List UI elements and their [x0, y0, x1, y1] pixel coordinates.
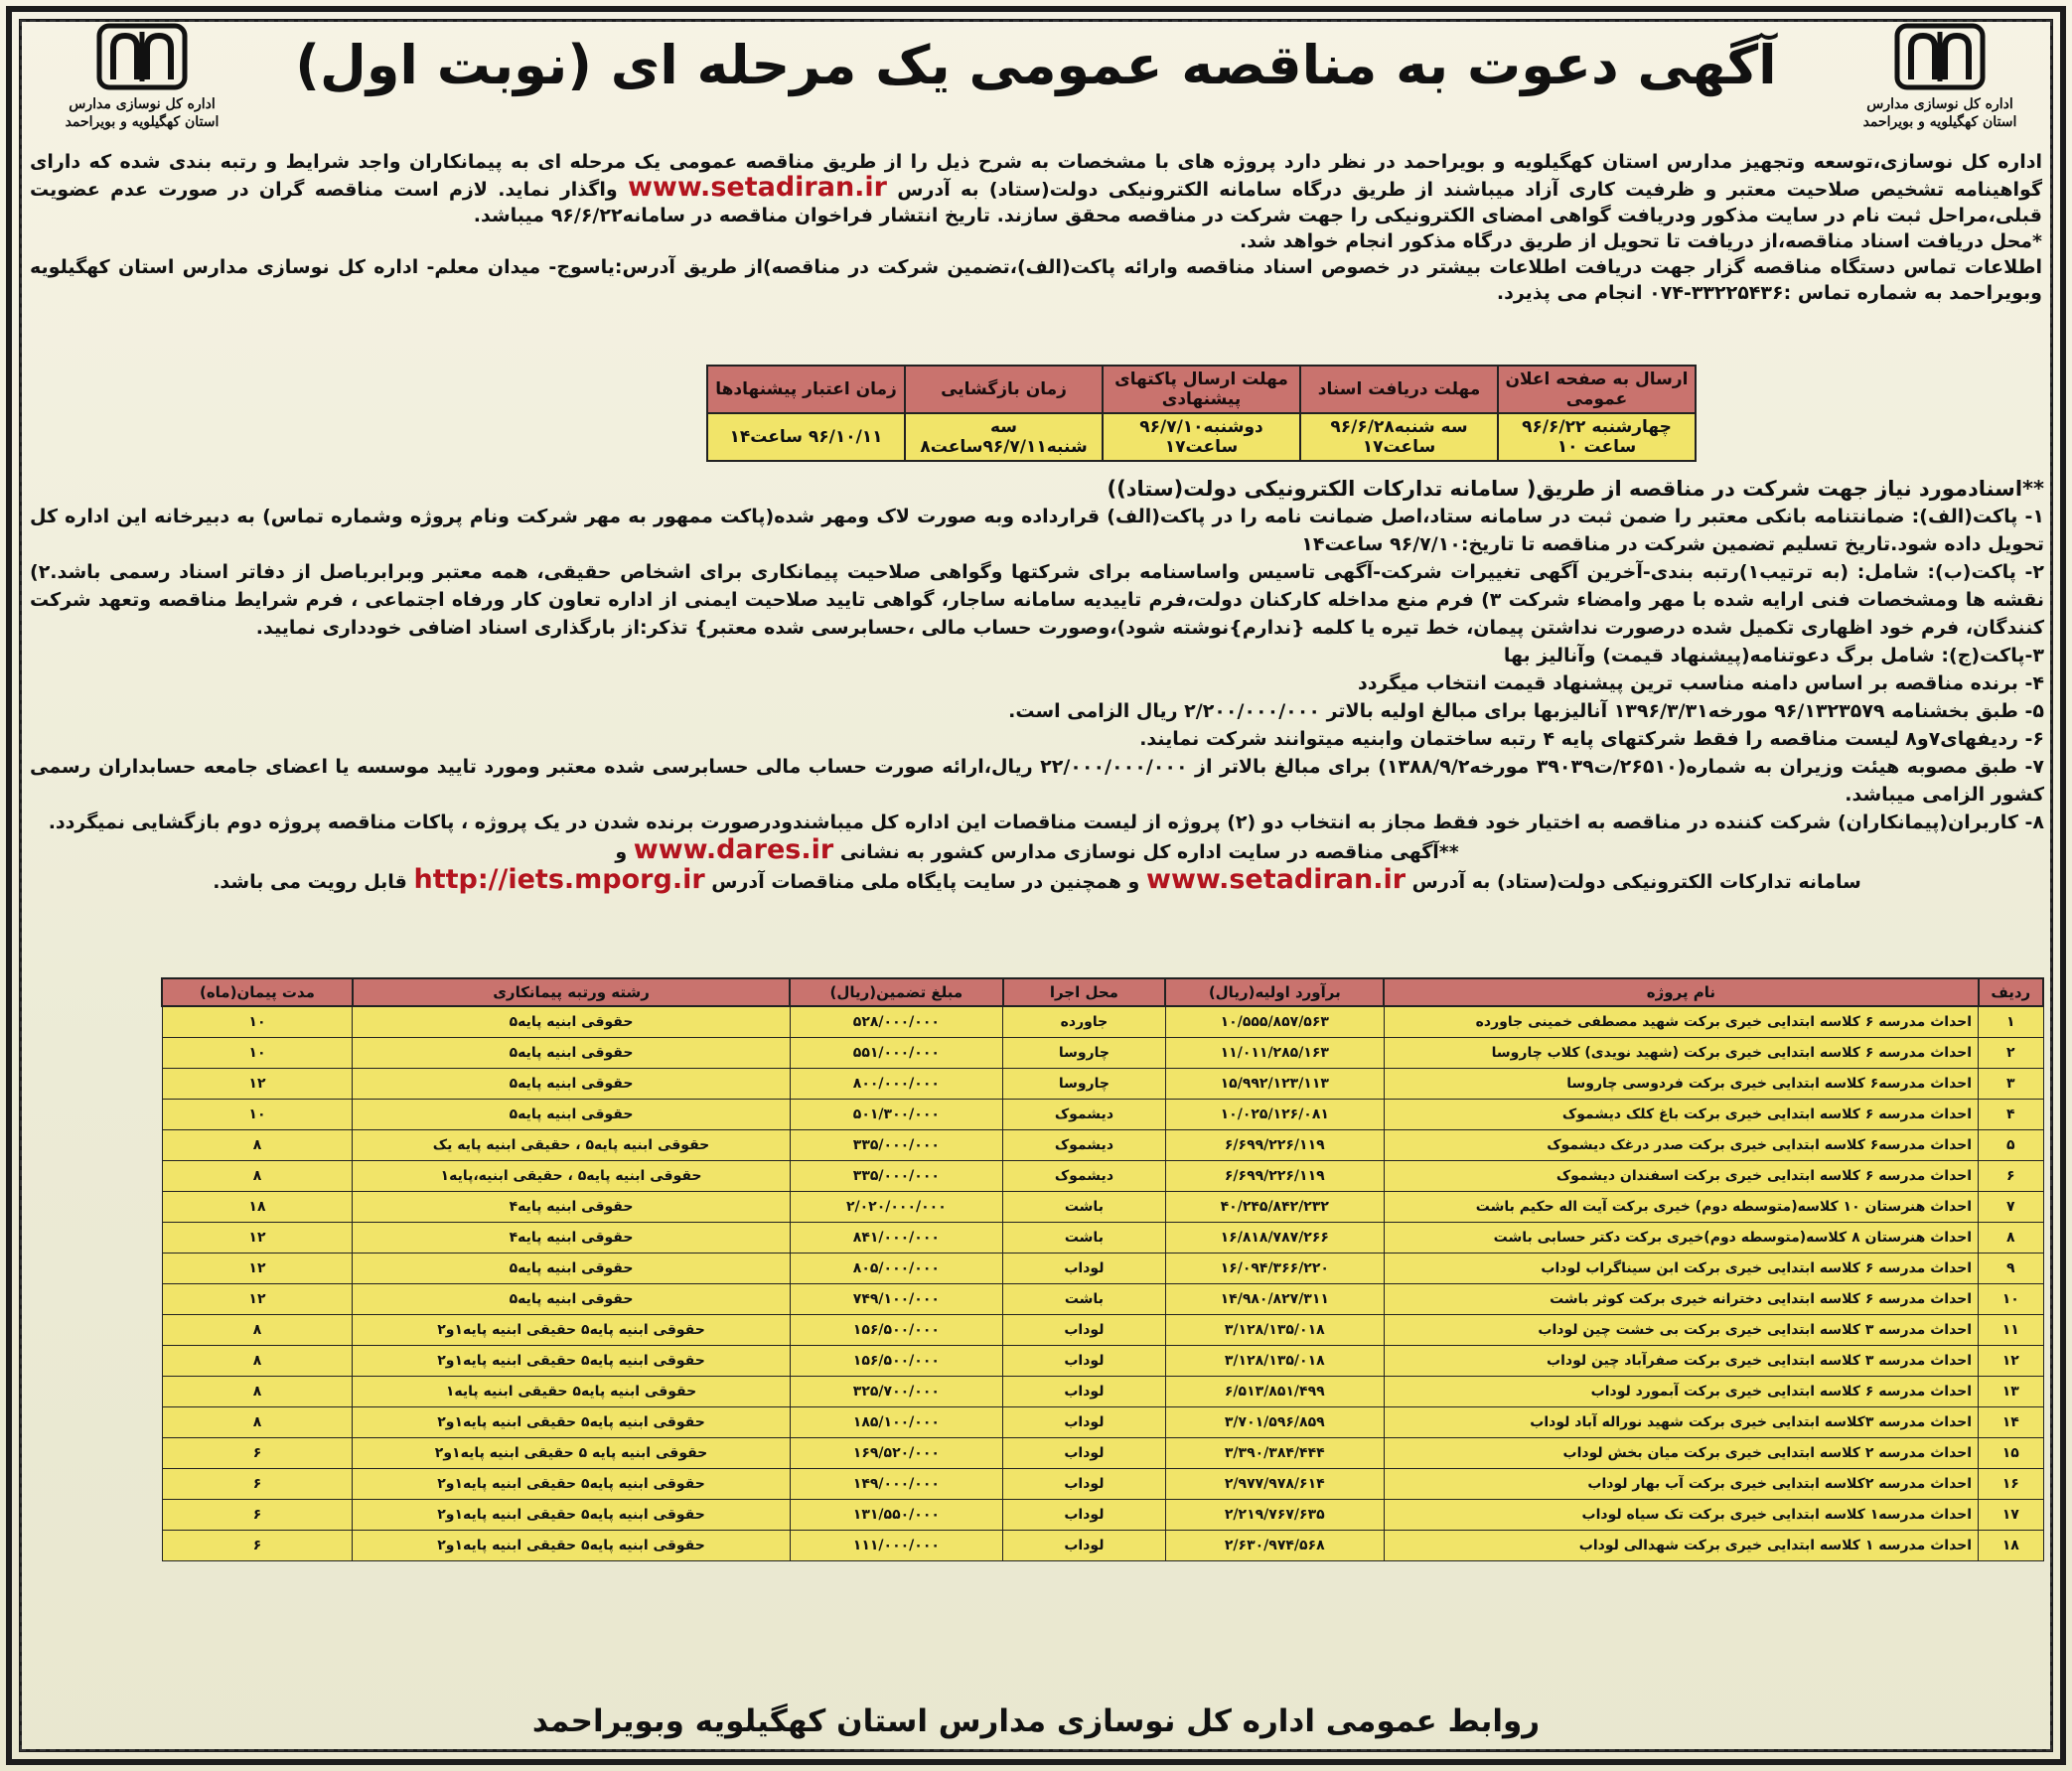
guarantee: ۱۶۹/۵۲۰/۰۰۰	[790, 1438, 1002, 1469]
dares-link[interactable]: www.dares.ir	[633, 834, 834, 865]
row-number: ۳	[1979, 1069, 2043, 1100]
terms-section	[30, 475, 2044, 896]
duration: ۸	[162, 1407, 353, 1438]
col-location: محل اجرا	[1003, 978, 1166, 1006]
contractor-grade: حقوقی ابنیه پایه۵ حقیقی ابنیه پایه۱و۲	[353, 1407, 790, 1438]
col-duration: مدت پیمان(ماه)	[162, 978, 353, 1006]
guarantee: ۱۵۶/۵۰۰/۰۰۰	[790, 1346, 1002, 1377]
duration: ۸	[162, 1346, 353, 1377]
estimate: ۲/۲۱۹/۷۶۷/۶۳۵	[1165, 1500, 1384, 1531]
schedule-header: زمان اعتبار پیشنهادها	[707, 366, 905, 413]
table-row	[162, 1254, 2043, 1284]
col-project-name: نام پروژه	[1384, 978, 1978, 1006]
term-item: ۷- طبق مصوبه هیئت وزیران به شماره(۲۶۵۱۰/ت۳۹۰۳۹ مورخه۱۳۸۸/۹/۲) برای مبالغ بالاتر از ۲۲/۰۰۰/۰۰۰/۰۰۰ ریال،ارائه صورت حساب مالی حسابرسی شده معتبر ومورد تایید موسسه یا اعضای جامعه حسابداران رسمی کشور الزامی میباشد.	[30, 756, 2044, 806]
estimate: ۱۵/۹۹۲/۱۲۳/۱۱۳	[1165, 1069, 1384, 1100]
term-item: ۶- ردیفهای۷و۸ لیست مناقصه را فقط شرکتهای پایه ۴ رتبه ساختمان وابنیه میتوانند شرکت نمایند.	[1139, 728, 2044, 750]
intro-location: *محل دریافت اسناد مناقصه،از دریافت تا تحویل از طریق درگاه مذکور انجام خواهد شد.	[1239, 230, 2042, 252]
intro-paragraph	[30, 149, 2042, 228]
guarantee: ۸۰۰/۰۰۰/۰۰۰	[790, 1069, 1002, 1100]
location: لوداب	[1003, 1469, 1166, 1500]
term-item: ۸- کاربران(پیمانکاران) شرکت کننده در مناقصه به اختیار خود فقط مجاز به انتخاب دو (۲) پروژه از لیست مناقصات این اداره کل میباشندودرصورت برنده شدن در یک پروژه ، پاکات مناقصه پروژه دوم بازگشایی نمیگردد.	[48, 812, 2044, 833]
duration: ۸	[162, 1161, 353, 1192]
row-number: ۱۱	[1979, 1315, 2043, 1346]
footer-signature: روابط عمومی اداره کل نوسازی مدارس استان کهگیلویه وبویراحمد	[531, 1703, 1541, 1739]
estimate: ۱۶/۸۱۸/۷۸۷/۲۶۶	[1165, 1223, 1384, 1254]
table-row	[162, 1500, 2043, 1531]
table-row	[162, 1377, 2043, 1407]
estimate: ۶/۶۹۹/۲۲۶/۱۱۹	[1165, 1161, 1384, 1192]
page-title: آگهی دعوت به مناقصه عمومی یک مرحله ای (نوبت اول)	[295, 34, 1777, 96]
logo-line2: استان کهگیلویه و بویراحمد	[65, 114, 220, 130]
row-number: ۴	[1979, 1100, 2043, 1130]
guarantee: ۱۳۱/۵۵۰/۰۰۰	[790, 1500, 1002, 1531]
projects-table	[161, 977, 2044, 1561]
table-row	[162, 1130, 2043, 1161]
estimate: ۳/۳۹۰/۳۸۴/۴۴۴	[1165, 1438, 1384, 1469]
estimate: ۱۰/۰۲۵/۱۲۶/۰۸۱	[1165, 1100, 1384, 1130]
row-number: ۲	[1979, 1038, 2043, 1069]
term-item: ۲- پاکت(ب): شامل: (به ترتیب۱)رتبه بندی-آخرین آگهی تغییرات شرکت-آگهی تاسیس واساسنامه برای شرکتها وگواهی صلاحیت پیمانکاری برای اشخاص حقیقی، همه معتبر وبرابرباصل از دفاتر اسناد رسمی باشد.۲) نقشه ها ومشخصات فنی ارایه شده با مهر وامضاء شرکت ۳) فرم منع مداخله کارکنان دولت،فرم تاییدیه سامانه ساجار، گواهی تایید صلاحیت ایمنی از اداره تعاون کار ورفاه اجتماعی ، فرم شرایط مناقصه وتعهد شرکت کنندگان، فرم خود اظهاری تکمیل شده درصورت نداشتن پیمان، خط تیره یا کلمه {ندارم}نوشته شود)،وصورت حساب مالی ،حسابرسی شده معتبر} تذکر:از بارگذاری اسناد اضافی خودداری نمایید.	[30, 561, 2044, 639]
row-number: ۶	[1979, 1161, 2043, 1192]
location: لوداب	[1003, 1407, 1166, 1438]
guarantee: ۷۴۹/۱۰۰/۰۰۰	[790, 1284, 1002, 1315]
term-setad	[30, 866, 2044, 896]
guarantee: ۱۸۵/۱۰۰/۰۰۰	[790, 1407, 1002, 1438]
project-name: احداث مدرسه ۶ کلاسه ابتدایی خیری برکت (شهید نویدی) کلاب چاروسا	[1384, 1038, 1978, 1069]
project-name: احداث مدرسه ۱ کلاسه ابتدایی خیری برکت شهدالی لوداب	[1384, 1531, 1978, 1561]
project-name: احداث مدرسه۶ کلاسه ابتدایی خیری برکت فردوسی چاروسا	[1384, 1069, 1978, 1100]
project-name: احداث مدرسه ۲ کلاسه ابتدایی خیری برکت میان بخش لوداب	[1384, 1438, 1978, 1469]
guarantee: ۲/۰۲۰/۰۰۰/۰۰۰	[790, 1192, 1002, 1223]
row-number: ۱۴	[1979, 1407, 2043, 1438]
duration: ۶	[162, 1500, 353, 1531]
row-number: ۱۲	[1979, 1346, 2043, 1377]
location: چاروسا	[1003, 1038, 1166, 1069]
projects-body	[162, 1006, 2043, 1561]
contractor-grade: حقوقی ابنیه پایه ۵ حقیقی ابنیه پایه۱و۲	[353, 1438, 790, 1469]
contractor-grade: حقوقی ابنیه پایه۵	[353, 1069, 790, 1100]
contractor-grade: حقوقی ابنیه پایه۵ ، حقیقی ابنیه،پایه۱	[353, 1161, 790, 1192]
term-dares	[30, 836, 2044, 866]
schedule-value: چهارشنبه ۹۶/۶/۲۲ ساعت ۱۰	[1498, 413, 1696, 461]
schedule-header: ارسال به صفحه اعلان عمومی	[1498, 366, 1696, 413]
contractor-grade: حقوقی ابنیه پایه۵	[353, 1006, 790, 1038]
table-row	[162, 1069, 2043, 1100]
duration: ۱۲	[162, 1284, 353, 1315]
term-dares-and: و	[615, 841, 628, 863]
contractor-grade: حقوقی ابنیه پایه۴	[353, 1223, 790, 1254]
estimate: ۳/۱۲۸/۱۳۵/۰۱۸	[1165, 1315, 1384, 1346]
location: باشت	[1003, 1223, 1166, 1254]
schedule-value: سه شنبه۹۶/۷/۱۱ساعت۸	[905, 413, 1103, 461]
location: جاورده	[1003, 1006, 1166, 1038]
estimate: ۴۰/۲۴۵/۸۴۲/۲۳۲	[1165, 1192, 1384, 1223]
duration: ۱۰	[162, 1006, 353, 1038]
table-row	[162, 1346, 2043, 1377]
guarantee: ۵۲۸/۰۰۰/۰۰۰	[790, 1006, 1002, 1038]
table-row	[162, 1315, 2043, 1346]
table-row	[162, 1438, 2043, 1469]
guarantee: ۳۲۵/۷۰۰/۰۰۰	[790, 1377, 1002, 1407]
table-row	[162, 1100, 2043, 1130]
duration: ۸	[162, 1130, 353, 1161]
estimate: ۱۱/۰۱۱/۲۸۵/۱۶۳	[1165, 1038, 1384, 1069]
row-number: ۹	[1979, 1254, 2043, 1284]
term-item: ۳-پاکت(ج): شامل برگ دعوتنامه(پیشنهاد قیمت) وآنالیز بها	[1503, 645, 2044, 666]
contractor-grade: حقوقی ابنیه پایه۵ حقیقی ابنیه پایه۱و۲	[353, 1531, 790, 1561]
guarantee: ۳۳۵/۰۰۰/۰۰۰	[790, 1161, 1002, 1192]
col-contractor-grade: رشته ورتبه پیمانکاری	[353, 978, 790, 1006]
row-number: ۱۶	[1979, 1469, 2043, 1500]
contractor-grade: حقوقی ابنیه پایه۵ حقیقی ابنیه پایه۱و۲	[353, 1469, 790, 1500]
col-guarantee: مبلغ تضمین(ریال)	[790, 978, 1002, 1006]
term-item: ۱- پاکت(الف): ضمانتنامه بانکی معتبر را ضمن ثبت در سامانه ستاد،اصل ضمانت نامه را در پاکت(الف) قرارداده وبه صورت لاک ومهر شده(پاکت ممهور به مهر شرکت ونام پروژه وشماره تماس) به دبیرخانه این اداره کل تحویل داده شود.تاریخ تسلیم تضمین شرکت در مناقصه تا تاریخ:۹۶/۷/۱۰ ساعت۱۴	[30, 506, 2044, 555]
setadiran-link-2[interactable]: www.setadiran.ir	[1146, 864, 1406, 895]
location: لوداب	[1003, 1377, 1166, 1407]
schedule-value-row	[707, 413, 1696, 461]
schedule-header: مهلت ارسال پاکتهای پیشنهادی	[1103, 366, 1300, 413]
project-name: احداث مدرسه۶ کلاسه ابتدایی خیری برکت صدر درغک دیشموک	[1384, 1130, 1978, 1161]
row-number: ۱۳	[1979, 1377, 2043, 1407]
row-number: ۱۰	[1979, 1284, 2043, 1315]
table-row	[162, 1469, 2043, 1500]
terms-heading: **اسنادمورد نیاز جهت شرکت در مناقصه از طریق( سامانه تدارکات الکترونیکی دولت(ستاد))	[1107, 477, 2044, 501]
location: لوداب	[1003, 1254, 1166, 1284]
logo-line1: اداره کل نوسازی مدارس	[69, 96, 216, 112]
estimate: ۱۶/۰۹۴/۳۶۶/۲۲۰	[1165, 1254, 1384, 1284]
table-row	[162, 1407, 2043, 1438]
intro-text-b: واگذار نماید. لازم است مناقصه گران در صورت عدم عضویت قبلی،مراحل ثبت نام در سایت مذکور ودریافت گواهی امضای الکترونیکی را جهت شرکت در مناقصه محقق سازند. تاریخ انتشار فراخوان مناقصه در سامانه۹۶/۶/۲۲ میباشد.	[30, 179, 2042, 226]
guarantee: ۱۵۶/۵۰۰/۰۰۰	[790, 1315, 1002, 1346]
estimate: ۶/۵۱۳/۸۵۱/۴۹۹	[1165, 1377, 1384, 1407]
contractor-grade: حقوقی ابنیه پایه۵	[353, 1284, 790, 1315]
estimate: ۱۴/۹۸۰/۸۲۷/۳۱۱	[1165, 1284, 1384, 1315]
location: باشت	[1003, 1284, 1166, 1315]
location: لوداب	[1003, 1531, 1166, 1561]
intro-text-a: اداره کل نوسازی،توسعه وتجهیز مدارس استان کهگیلویه و بویراحمد در نظر دارد پروژه های با مشخصات به شرح ذیل را از طریق مناقصه عمومی یک مرحله ای به پیمانکاران واجد شرایط و رتبه بندی شده که دارای گواهینامه تشخیص صلاحیت معتبر و ظرفیت کاری آزاد میباشند از طریق درگاه سامانه الکترونیکی دولت(ستاد) به آدرس	[30, 151, 2043, 201]
schedule-table	[706, 365, 1697, 462]
row-number: ۷	[1979, 1192, 2043, 1223]
contractor-grade: حقوقی ابنیه پایه۵ حقیقی ابنیه پایه۱و۲	[353, 1315, 790, 1346]
logo-line2: استان کهگیلویه و بویراحمد	[1862, 114, 2017, 130]
term-setad-end: قابل رویت می باشد.	[213, 871, 407, 893]
contractor-grade: حقوقی ابنیه پایه۵ حقیقی ابنیه پایه۱و۲	[353, 1346, 790, 1377]
duration: ۱۲	[162, 1254, 353, 1284]
term-setad-text: سامانه تدارکات الکترونیکی دولت(ستاد) به آدرس	[1411, 871, 1861, 893]
project-name: احداث مدرسه ۳کلاسه ابتدایی خیری برکت شهید نوراله آباد لوداب	[1384, 1407, 1978, 1438]
duration: ۶	[162, 1531, 353, 1561]
row-number: ۱۸	[1979, 1531, 2043, 1561]
estimate: ۶/۶۹۹/۲۲۶/۱۱۹	[1165, 1130, 1384, 1161]
schedule-header: مهلت دریافت اسناد	[1300, 366, 1498, 413]
location: لوداب	[1003, 1500, 1166, 1531]
table-row	[162, 1006, 2043, 1038]
contractor-grade: حقوقی ابنیه پایه۵ حقیقی ابنیه پایه۱و۲	[353, 1500, 790, 1531]
table-row	[162, 1223, 2043, 1254]
schedule-value: دوشنبه۹۶/۷/۱۰ ساعت۱۷	[1103, 413, 1300, 461]
project-name: احداث مدرسه ۶ کلاسه ابتدایی خیری برکت باغ کلک دیشموک	[1384, 1100, 1978, 1130]
table-row	[162, 1192, 2043, 1223]
guarantee: ۱۴۹/۰۰۰/۰۰۰	[790, 1469, 1002, 1500]
row-number: ۵	[1979, 1130, 2043, 1161]
project-name: احداث مدرسه ۶ کلاسه ابتدایی خیری برکت ابن سیناگراب لوداب	[1384, 1254, 1978, 1284]
estimate: ۲/۶۳۰/۹۷۴/۵۶۸	[1165, 1531, 1384, 1561]
project-name: احداث مدرسه ۳ کلاسه ابتدایی خیری برکت صفرآباد چین لوداب	[1384, 1346, 1978, 1377]
duration: ۶	[162, 1469, 353, 1500]
schedule-value: سه شنبه۹۶/۶/۲۸ ساعت۱۷	[1300, 413, 1498, 461]
duration: ۶	[162, 1438, 353, 1469]
duration: ۱۰	[162, 1100, 353, 1130]
duration: ۱۰	[162, 1038, 353, 1069]
logo-line1: اداره کل نوسازی مدارس	[1866, 96, 2013, 112]
location: باشت	[1003, 1192, 1166, 1223]
estimate: ۳/۷۰۱/۵۹۶/۸۵۹	[1165, 1407, 1384, 1438]
project-name: احداث مدرسه ۳ کلاسه ابتدایی خیری برکت بی خشت چین لوداب	[1384, 1315, 1978, 1346]
project-name: احداث مدرسه ۶ کلاسه ابتدایی خیری برکت اسفندان دیشموک	[1384, 1161, 1978, 1192]
location: لوداب	[1003, 1346, 1166, 1377]
location: دیشموک	[1003, 1100, 1166, 1130]
intro-contact: اطلاعات تماس دستگاه مناقصه گزار جهت دریافت اطلاعات بیشتر در خصوص اسناد مناقصه وارائه پاکت(الف)،تضمین شرکت در مناقصه)از طریق آدرس:یاسوج- میدان معلم- اداره کل نوسازی مدارس استان کهگیلویه وبویراحمد به شماره تماس :۳۳۲۲۵۴۳۶-۰۷۴ انجام می پذیرد.	[30, 256, 2042, 304]
guarantee: ۸۰۵/۰۰۰/۰۰۰	[790, 1254, 1002, 1284]
project-name: احداث هنرستان ۸ کلاسه(متوسطه دوم)خیری برکت دکتر حسابی باشت	[1384, 1223, 1978, 1254]
estimate: ۳/۱۲۸/۱۳۵/۰۱۸	[1165, 1346, 1384, 1377]
guarantee: ۱۱۱/۰۰۰/۰۰۰	[790, 1531, 1002, 1561]
table-row	[162, 1284, 2043, 1315]
project-name: احداث مدرسه ۶ کلاسه ابتدایی دخترانه خیری برکت کوثر باشت	[1384, 1284, 1978, 1315]
term-setad-mid: و همچنین در سایت پایگاه ملی مناقصات آدرس	[711, 871, 1140, 893]
estimate: ۱۰/۵۵۵/۸۵۷/۵۶۳	[1165, 1006, 1384, 1038]
location: چاروسا	[1003, 1069, 1166, 1100]
col-row: ردیف	[1979, 978, 2043, 1006]
duration: ۸	[162, 1315, 353, 1346]
row-number: ۱	[1979, 1006, 2043, 1038]
iets-link[interactable]: http://iets.mporg.ir	[413, 864, 705, 895]
row-number: ۸	[1979, 1223, 2043, 1254]
projects-header-row	[162, 978, 2043, 1006]
project-name: احداث مدرسه ۲کلاسه ابتدایی خیری برکت آب بهار لوداب	[1384, 1469, 1978, 1500]
duration: ۸	[162, 1377, 353, 1407]
table-row	[162, 1038, 2043, 1069]
contractor-grade: حقوقی ابنیه پایه۵	[353, 1038, 790, 1069]
contractor-grade: حقوقی ابنیه پایه۵	[353, 1254, 790, 1284]
location: لوداب	[1003, 1438, 1166, 1469]
schedule-header-row	[707, 366, 1696, 413]
term-dares-text: **آگهی مناقصه در سایت اداره کل نوسازی مدارس کشور به نشانی	[839, 841, 1459, 863]
guarantee: ۸۴۱/۰۰۰/۰۰۰	[790, 1223, 1002, 1254]
contractor-grade: حقوقی ابنیه پایه۵ حقیقی ابنیه پایه۱	[353, 1377, 790, 1407]
row-number: ۱۷	[1979, 1500, 2043, 1531]
location: لوداب	[1003, 1315, 1166, 1346]
project-name: احداث مدرسه۱ کلاسه ابتدایی خیری برکت تک سیاه لوداب	[1384, 1500, 1978, 1531]
project-name: احداث مدرسه ۶ کلاسه ابتدایی خیری برکت شهید مصطفی خمینی جاورده	[1384, 1006, 1978, 1038]
col-estimate: برآورد اولیه(ریال)	[1165, 978, 1384, 1006]
guarantee: ۵۰۱/۳۰۰/۰۰۰	[790, 1100, 1002, 1130]
contractor-grade: حقوقی ابنیه پایه۵ ، حقیقی ابنیه پایه یک	[353, 1130, 790, 1161]
schedule-header: زمان بازگشایی	[905, 366, 1103, 413]
estimate: ۲/۹۷۷/۹۷۸/۶۱۴	[1165, 1469, 1384, 1500]
project-name: احداث مدرسه ۶ کلاسه ابتدایی خیری برکت آبمورد لوداب	[1384, 1377, 1978, 1407]
location: دیشموک	[1003, 1130, 1166, 1161]
duration: ۱۸	[162, 1192, 353, 1223]
location: دیشموک	[1003, 1161, 1166, 1192]
duration: ۱۲	[162, 1069, 353, 1100]
duration: ۱۲	[162, 1223, 353, 1254]
term-item: ۵- طبق بخشنامه ۹۶/۱۳۲۳۵۷۹ مورخه۱۳۹۶/۳/۳۱ آنالیزبها برای مبالغ اولیه بالاتر ۲/۲۰۰/۰۰۰/۰۰۰ ریال الزامی است.	[1008, 700, 2044, 722]
term-item: ۴- برنده مناقصه بر اساس دامنه مناسب ترین پیشنهاد قیمت انتخاب میگردد	[1358, 672, 2044, 694]
table-row	[162, 1161, 2043, 1192]
intro-text	[30, 149, 2042, 306]
contractor-grade: حقوقی ابنیه پایه۴	[353, 1192, 790, 1223]
table-row	[162, 1531, 2043, 1561]
setadiran-link[interactable]: www.setadiran.ir	[627, 172, 887, 203]
guarantee: ۳۳۵/۰۰۰/۰۰۰	[790, 1130, 1002, 1161]
project-name: احداث هنرستان ۱۰ کلاسه(متوسطه دوم) خیری برکت آیت اله حکیم باشت	[1384, 1192, 1978, 1223]
row-number: ۱۵	[1979, 1438, 2043, 1469]
guarantee: ۵۵۱/۰۰۰/۰۰۰	[790, 1038, 1002, 1069]
schedule-value: ۹۶/۱۰/۱۱ ساعت۱۴	[707, 413, 905, 461]
contractor-grade: حقوقی ابنیه پایه۵	[353, 1100, 790, 1130]
